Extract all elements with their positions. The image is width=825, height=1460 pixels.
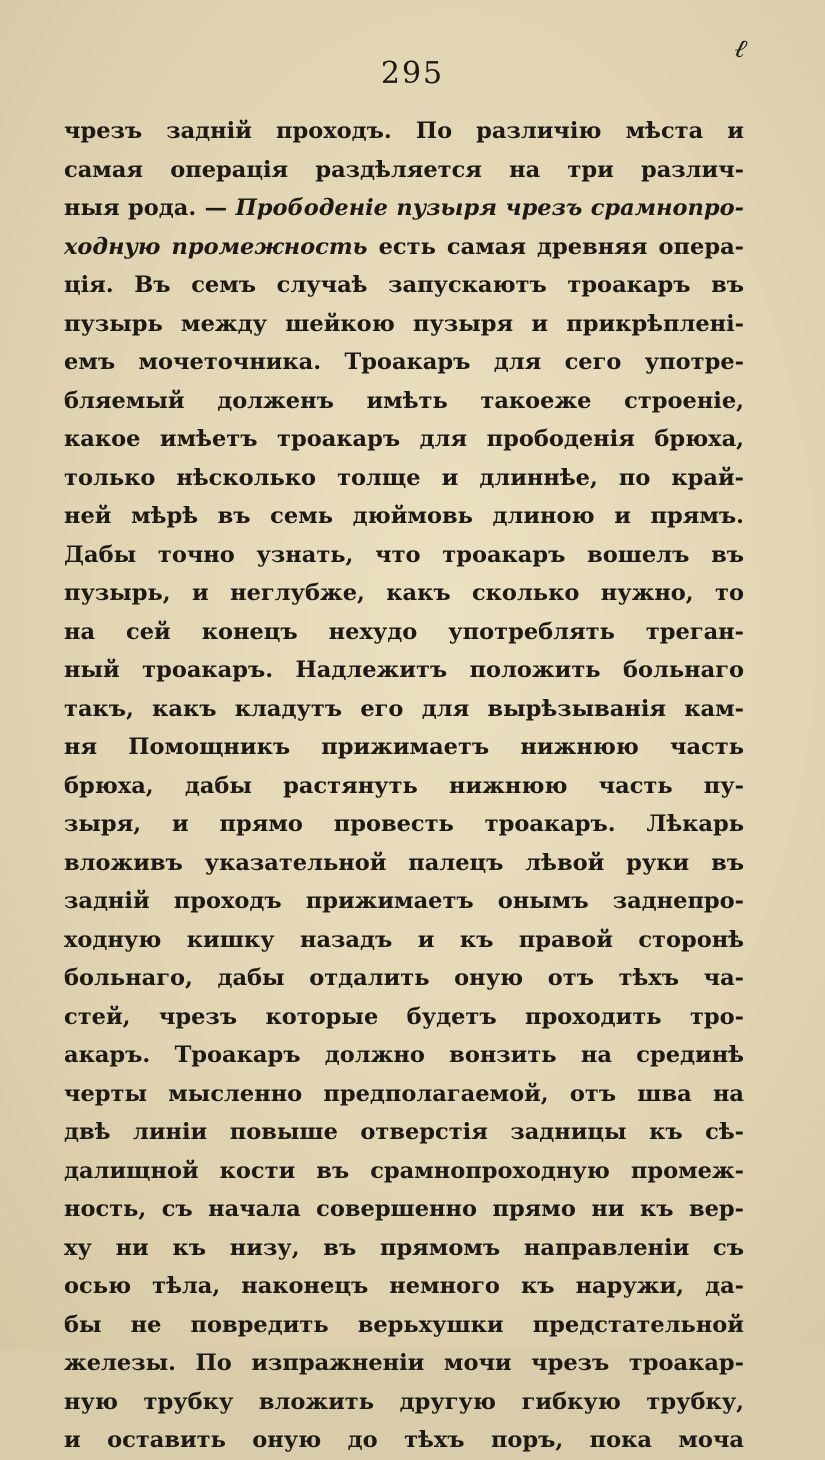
text-line-15: ный троакаръ. Надлежитъ положить больнаго: [64, 657, 744, 683]
text-line-8: бляемый долженъ имѣть такоеже строенiе,: [64, 387, 744, 414]
text-line-26: черты мысленно предполагаемой, отъ шва на: [64, 1080, 744, 1107]
text-line-3: [64, 189, 744, 228]
text-line-11: ней мѣрѣ въ семь дюймовь длиною и прямъ.: [64, 503, 744, 529]
text-line-18: брюха, дабы растянуть нижнюю часть пу-: [64, 772, 744, 799]
text-line-4-end: есть самая древняя опера-: [378, 233, 744, 260]
text-line-16: такъ, какъ кладутъ его для вырѣзыванія кам-: [64, 695, 744, 722]
text-line-2: самая операція раздѣляется на три различ-: [64, 156, 744, 183]
page-number: 295: [380, 56, 445, 91]
text-line-5: ція. Въ семъ случаѣ запускаютъ троакаръ въ: [64, 272, 744, 298]
text-line-3-italic: Прободенiе пузыря чрезъ срамнопро-: [235, 195, 744, 221]
text-line-33: железы. По изпражненiи мочи чрезъ троакар-: [64, 1350, 744, 1376]
body-text: [64, 112, 744, 1460]
text-line-23: больнаго, дабы отдалить оную отъ тѣхъ ча-: [64, 965, 744, 991]
text-line-35: и оставить оную до тѣхъ поръ, пока моча: [64, 1427, 744, 1453]
text-line-10: только нѣсколько толще и длиннѣе, по край-: [64, 464, 744, 491]
text-line-12: Дабы точно узнать, что троакаръ вошелъ въ: [64, 541, 744, 568]
text-line-7: емъ мочеточника. Троакаръ для сего употре-: [64, 349, 744, 375]
text-line-14: на сей конецъ нехудо употреблять треган-: [64, 618, 744, 645]
text-line-22: ходную кишку назадъ и къ правой сторонѣ: [64, 926, 744, 953]
text-line-3-start: ныя рода. —: [64, 195, 228, 221]
text-line-28: далищной кости въ срамнопроходную промеж-: [64, 1157, 744, 1184]
text-line-19: зыря, и прямо провесть троакаръ. Лѣкарь: [64, 811, 744, 837]
text-line-29: ность, съ начала совершенно прямо ни къ вер-: [64, 1196, 744, 1222]
text-line-6: пузырь между шейкою пузыря и прикрѣпленi-: [64, 310, 744, 337]
text-line-1: чрезъ задній проходъ. По различію мѣста и: [64, 118, 744, 144]
text-line-24: стей, чрезъ которые будетъ проходить тро-: [64, 1003, 744, 1030]
text-line-32: бы не повредить верьхушки предстательной: [64, 1311, 744, 1338]
text-line-25: акаръ. Троакаръ должно вонзить на срединѣ: [64, 1042, 744, 1068]
text-line-9: какое имѣетъ троакаръ для прободенія брюха,: [64, 426, 744, 452]
text-line-27: двѣ линiи повыше отверстія задницы къ сѣ-: [64, 1119, 744, 1145]
text-line-13: пузырь, и неглубже, какъ сколько нужно, то: [64, 580, 744, 606]
text-line-21: задній проходъ прижимаетъ онымъ заднепро-: [64, 888, 744, 914]
text-line-31: осью тѣла, наконецъ немного къ наружи, да-: [64, 1273, 744, 1299]
text-line-17: ня Помощникъ прижимаетъ нижнюю часть: [64, 734, 744, 760]
text-line-30: ху ни къ низу, въ прямомъ направленiи съ: [64, 1234, 744, 1261]
text-line-4-italic: ходную промежность: [64, 233, 368, 260]
text-line-4: [64, 228, 744, 267]
corner-mark: ℓ: [731, 33, 750, 65]
text-line-20: вложивъ указательной палецъ лѣвой руки въ: [64, 849, 744, 876]
text-line-34: ную трубку вложить другую гибкую трубку,: [64, 1388, 744, 1415]
